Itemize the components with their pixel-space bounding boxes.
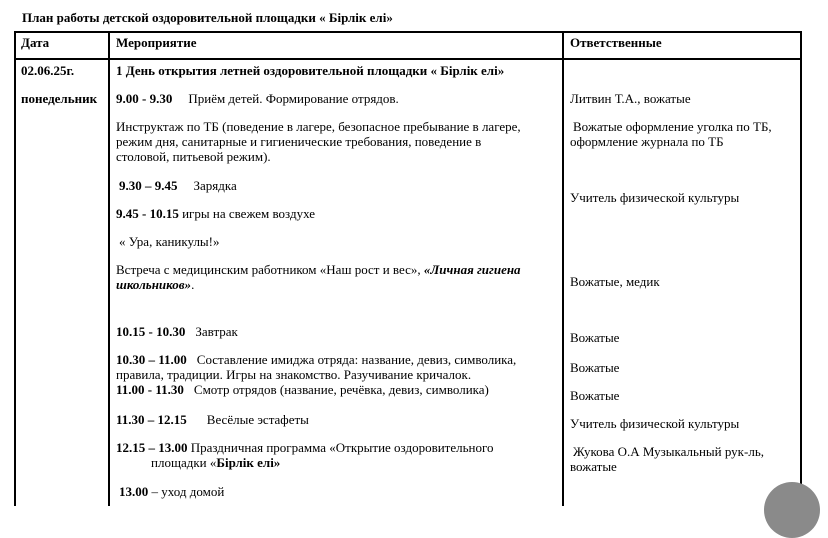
event-text: – уход домой — [151, 484, 225, 499]
responsible-squad-review: Вожатые — [570, 388, 620, 403]
event-text: Приём детей. Формирование отрядов. — [188, 91, 399, 106]
event-time: 13.00 — [119, 484, 149, 499]
responsible-arrival: Литвин Т.А., вожатые — [570, 91, 691, 106]
event-text: Составление имиджа отряда: название, девиз, символика, — [196, 352, 517, 367]
event-time: 9.30 – 9.45 — [119, 178, 178, 193]
responsible-line: Вожатые оформление уголка по ТБ, — [573, 119, 772, 134]
event-time: 12.15 – 13.00 — [116, 440, 188, 455]
event-time: 11.00 - 11.30 — [116, 382, 184, 397]
event-text: Встреча с медицинским работником «Наш рост и вес», — [116, 262, 424, 277]
event-text: . — [191, 277, 195, 292]
event-time: 9.00 - 9.30 — [116, 91, 173, 106]
event-festive-program — [116, 440, 494, 470]
event-text-line: режим дня, санитарные и гигиенические требования, поведение в — [116, 134, 482, 149]
event-text: Весёлые эстафеты — [206, 412, 309, 427]
responsible-exercise: Учитель физической культуры — [570, 190, 740, 205]
event-arrival — [116, 91, 399, 106]
event-go-home — [119, 484, 224, 499]
event-text-line: правила, традиции. Игры на знакомство. Разучивание кричалок. — [116, 367, 472, 382]
responsible-line: Жукова О.А Музыкальный рук-ль, — [573, 444, 764, 459]
table-left-border — [14, 31, 16, 506]
event-medic-meeting — [116, 262, 521, 292]
header-responsible: Ответственные — [570, 35, 662, 50]
weekday-cell: понедельник — [21, 91, 98, 106]
event-column-divider — [562, 31, 564, 506]
date-column-divider — [108, 31, 110, 506]
table-right-border — [800, 31, 802, 506]
event-outdoor-games — [116, 206, 315, 221]
responsible-line: оформление журнала по ТБ — [570, 134, 724, 149]
event-text: Зарядка — [193, 178, 237, 193]
event-squad-image — [116, 352, 516, 397]
floating-circle-button[interactable] — [764, 482, 820, 538]
event-text: площадки « — [151, 455, 217, 470]
responsible-festive — [570, 444, 764, 474]
event-time: 10.15 - 10.30 — [116, 324, 186, 339]
responsible-relay: Учитель физической культуры — [570, 416, 740, 431]
page-title: План работы детской оздоровительной площадки « Бірлік елі» — [22, 10, 393, 25]
responsible-medic: Вожатые, медик — [570, 274, 660, 289]
event-relay-races — [116, 412, 309, 427]
event-time: 11.30 – 12.15 — [116, 412, 187, 427]
responsible-squad-image: Вожатые — [570, 360, 620, 375]
header-bottom-border — [14, 58, 802, 60]
event-breakfast — [116, 324, 238, 339]
event-text: Смотр отрядов (название, речёвка, девиз, символика) — [193, 382, 489, 397]
date-cell: 02.06.25г. — [21, 63, 75, 78]
header-event: Мероприятие — [116, 35, 197, 50]
responsible-line: вожатые — [570, 459, 617, 474]
event-exercise — [119, 178, 237, 193]
event-text-line: столовой, питьевой режим). — [116, 149, 271, 164]
event-text: игры на свежем воздухе — [182, 206, 316, 221]
event-text: Праздничная программа «Открытие оздоровительного — [190, 440, 494, 455]
responsible-breakfast: Вожатые — [570, 330, 620, 345]
event-time: 9.45 - 10.15 — [116, 206, 179, 221]
event-text-line: Инструктаж по ТБ (поведение в лагере, безопасное пребывание в лагере, — [116, 119, 521, 134]
event-text: Завтрак — [195, 324, 238, 339]
table-top-border — [14, 31, 802, 33]
event-time: 10.30 – 11.00 — [116, 352, 187, 367]
event-text-bold: Бірлік елі» — [216, 455, 281, 470]
event-safety-briefing — [116, 119, 521, 164]
header-date: Дата — [21, 35, 50, 50]
event-text-bold: школьников» — [116, 277, 192, 292]
event-opening-day: 1 День открытия летней оздоровительной площадки « Бірлік елі» — [116, 63, 505, 78]
event-text-bold: «Личная гигиена — [423, 262, 521, 277]
responsible-safety — [570, 119, 772, 149]
event-hooray-holidays: « Ура, каникулы!» — [119, 234, 220, 249]
